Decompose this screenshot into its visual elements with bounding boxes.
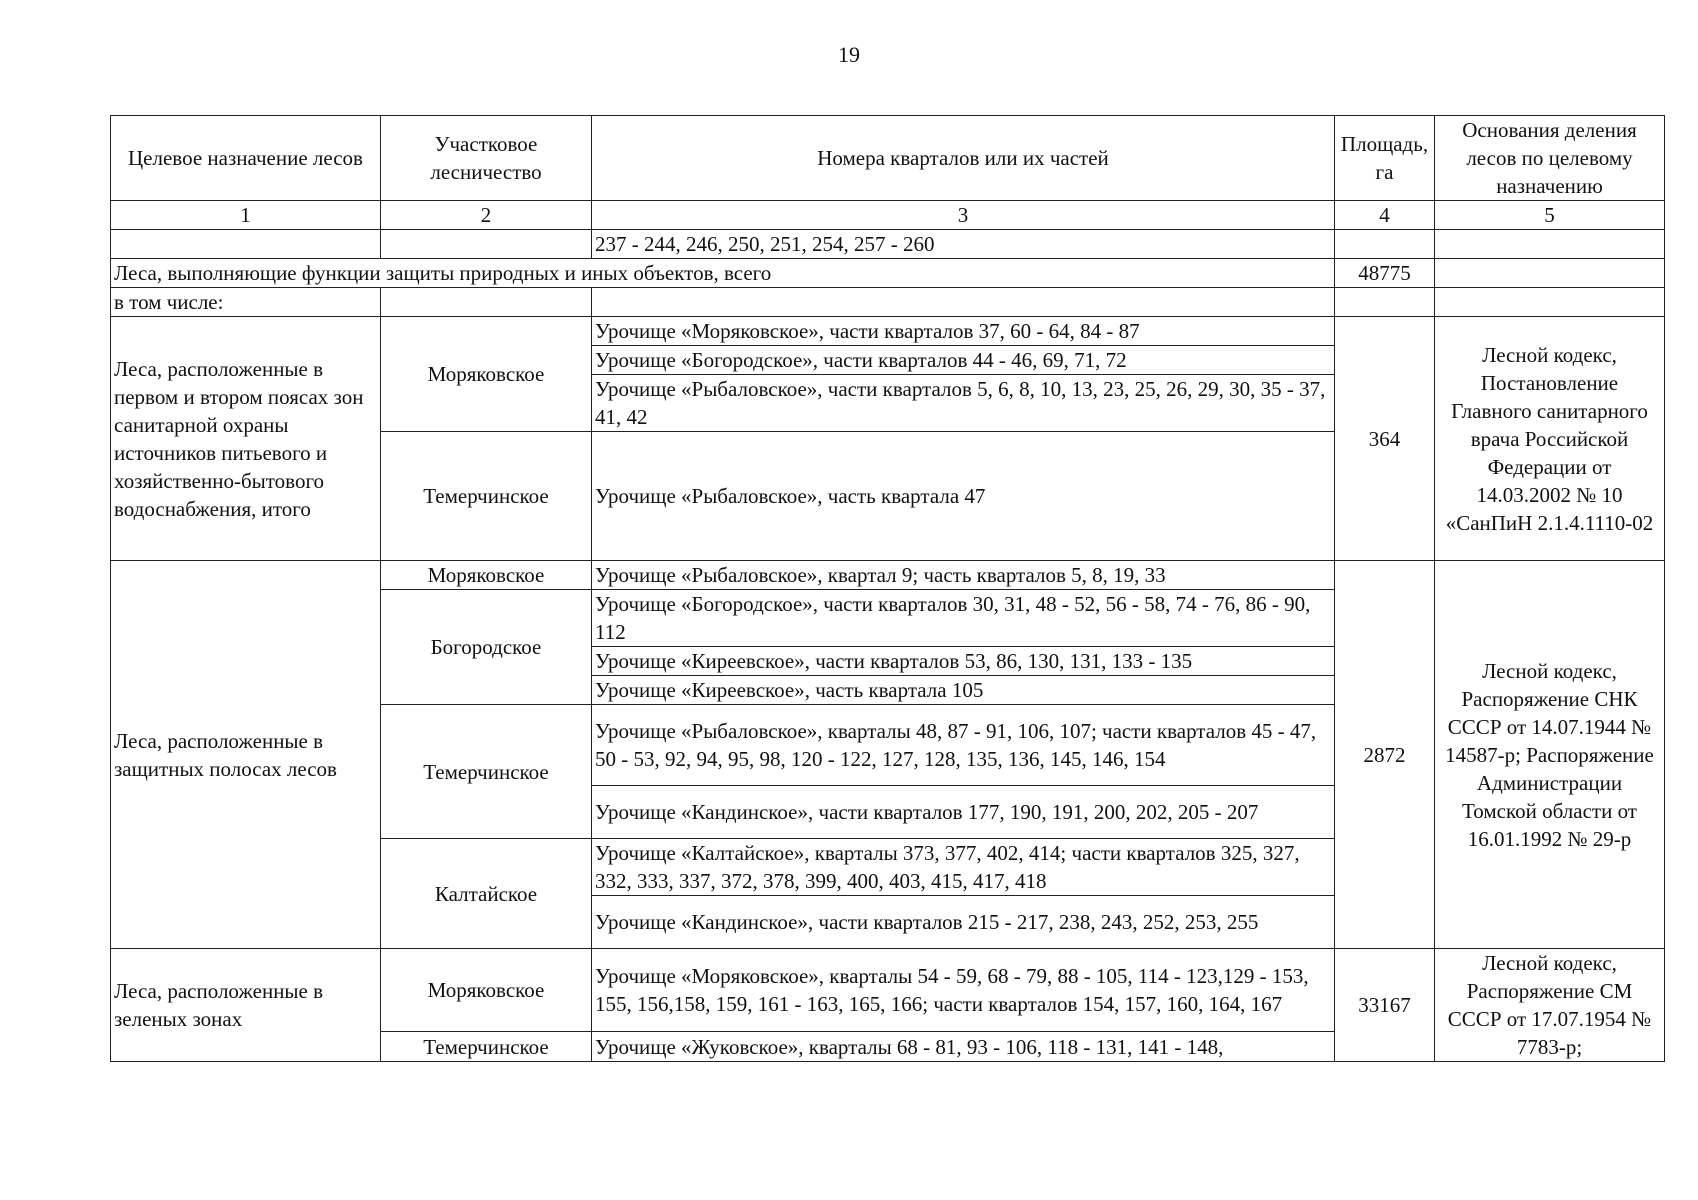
total-label: Леса, выполняющие функции защиты природных и иных объектов, всего xyxy=(111,259,1335,288)
including-label: в том числе: xyxy=(111,288,381,317)
page-number: 19 xyxy=(838,42,860,67)
column-number: 2 xyxy=(381,201,592,230)
quarters-cell: Урочище «Богородское», части кварталов 44 - 46, 69, 71, 72 xyxy=(592,346,1335,375)
quarters-cell: Урочище «Кандинское», части кварталов 177, 190, 191, 200, 202, 205 - 207 xyxy=(592,786,1335,839)
basis-cell: Лесной кодекс, Постановление Главного санитарного врача Российской Федерации от 14.03.2002 № 10 «СанПиН 2.1.4.1110-02 xyxy=(1435,317,1665,561)
area-cell: 33167 xyxy=(1335,949,1435,1062)
quarters-cell: Урочище «Кандинское», части кварталов 215 - 217, 238, 243, 252, 253, 255 xyxy=(592,896,1335,949)
table-row xyxy=(111,259,1665,288)
continuation-cell: 237 - 244, 246, 250, 251, 254, 257 - 260 xyxy=(592,230,1335,259)
header-basis: Основания деления лесов по целевому назначению xyxy=(1435,116,1665,201)
forestry-cell: Темерчинское xyxy=(381,432,592,561)
column-number: 1 xyxy=(111,201,381,230)
area-cell: 364 xyxy=(1335,317,1435,561)
column-number: 5 xyxy=(1435,201,1665,230)
header-quarters: Номера кварталов или их частей xyxy=(592,116,1335,201)
purpose-cell: Леса, расположенные в зеленых зонах xyxy=(111,949,381,1062)
header-purpose: Целевое назначение лесов xyxy=(111,116,381,201)
quarters-cell: Урочище «Рыбаловское», квартал 9; часть кварталов 5, 8, 19, 33 xyxy=(592,561,1335,590)
forestry-cell: Темерчинское xyxy=(381,705,592,839)
purpose-cell: Леса, расположенные в первом и втором поясах зон санитарной охраны источников питьевого и хозяйственно-бытового водоснабжения, итого xyxy=(111,317,381,561)
quarters-cell: Урочище «Богородское», части кварталов 30, 31, 48 - 52, 56 - 58, 74 - 76, 86 - 90, 112 xyxy=(592,590,1335,647)
forestry-cell: Калтайское xyxy=(381,839,592,949)
forestry-cell: Темерчинское xyxy=(381,1032,592,1062)
quarters-cell: Урочище «Рыбаловское», часть квартала 47 xyxy=(592,432,1335,561)
forestry-cell: Моряковское xyxy=(381,949,592,1032)
quarters-cell: Урочище «Жуковское», кварталы 68 - 81, 93 - 106, 118 - 131, 141 - 148, xyxy=(592,1032,1335,1062)
forestry-cell: Богородское xyxy=(381,590,592,705)
table-row xyxy=(111,230,1665,259)
column-number-row xyxy=(111,201,1665,230)
total-area: 48775 xyxy=(1335,259,1435,288)
basis-cell: Лесной кодекс, Распоряжение СМ СССР от 17.07.1954 № 7783-р; xyxy=(1435,949,1665,1062)
header-forestry: Участковое лесничество xyxy=(381,116,592,201)
table-row xyxy=(111,949,1665,1032)
forestry-cell: Моряковское xyxy=(381,317,592,432)
basis-cell: Лесной кодекс, Распоряжение СНК СССР от 14.07.1944 № 14587-р; Распоряжение Администрации Томской области от 16.01.1992 № 29-р xyxy=(1435,561,1665,949)
header-area: Площадь, га xyxy=(1335,116,1435,201)
quarters-cell: Урочище «Рыбаловское», части кварталов 5, 6, 8, 10, 13, 23, 25, 26, 29, 30, 35 - 37, 41, 42 xyxy=(592,375,1335,432)
table-header-row xyxy=(111,116,1665,201)
table-row xyxy=(111,561,1665,590)
area-cell: 2872 xyxy=(1335,561,1435,949)
column-number: 4 xyxy=(1335,201,1435,230)
column-number: 3 xyxy=(592,201,1335,230)
quarters-cell: Урочище «Моряковское», кварталы 54 - 59, 68 - 79, 88 - 105, 114 - 123,129 - 153, 155, 156,158, 159, 161 - 163, 165, 166; части кварталов 154, 157, 160, 164, 167 xyxy=(592,949,1335,1032)
quarters-cell: Урочище «Рыбаловское», кварталы 48, 87 - 91, 106, 107; части кварталов 45 - 47, 50 - 53, 92, 94, 95, 98, 120 - 122, 127, 128, 135, 136, 145, 146, 154 xyxy=(592,705,1335,786)
table-row xyxy=(111,288,1665,317)
quarters-cell: Урочище «Калтайское», кварталы 373, 377, 402, 414; части кварталов 325, 327, 332, 333, 337, 372, 378, 399, 400, 403, 415, 417, 418 xyxy=(592,839,1335,896)
purpose-cell: Леса, расположенные в защитных полосах лесов xyxy=(111,561,381,949)
table-row xyxy=(111,317,1665,346)
quarters-cell: Урочище «Моряковское», части кварталов 37, 60 - 64, 84 - 87 xyxy=(592,317,1335,346)
forestry-cell: Моряковское xyxy=(381,561,592,590)
quarters-cell: Урочище «Киреевское», часть квартала 105 xyxy=(592,676,1335,705)
forest-purpose-table xyxy=(110,115,1665,1062)
quarters-cell: Урочище «Киреевское», части кварталов 53, 86, 130, 131, 133 - 135 xyxy=(592,647,1335,676)
